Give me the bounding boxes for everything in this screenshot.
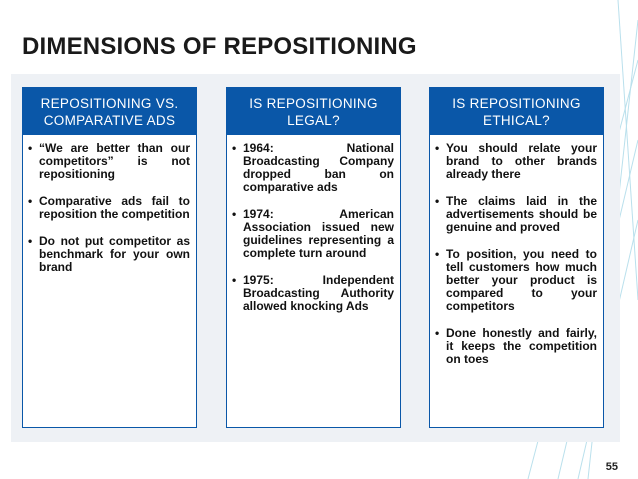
bullet-item: • Done honestly and fairly, it keeps the competition on toes: [434, 327, 597, 366]
column-heading: REPOSITIONING VS. COMPARATIVE ADS: [22, 87, 197, 135]
bullet-item: • Do not put competitor as benchmark for your own brand: [27, 235, 190, 274]
bullet-item: • 1964: National Broadcasting Company dropped ban on comparative ads: [231, 142, 394, 194]
bullet-list: [27, 142, 190, 274]
bullet-item: • “We are better than our competitors” is not repositioning: [27, 142, 190, 181]
bullet-item: • You should relate your brand to other brands already there: [434, 142, 597, 181]
column-legal: [226, 87, 401, 428]
bullet-item: • 1975: Independent Broadcasting Authority allowed knocking Ads: [231, 274, 394, 313]
bullet-list: [231, 142, 394, 313]
page-number: 55: [605, 461, 618, 473]
column-comparative-ads: [22, 87, 197, 428]
column-heading: IS REPOSITIONING ETHICAL?: [429, 87, 604, 135]
column-body: [22, 135, 197, 428]
column-heading: IS REPOSITIONING LEGAL?: [226, 87, 401, 135]
bullet-list: [434, 142, 597, 366]
column-body: [226, 135, 401, 428]
column-body: [429, 135, 604, 428]
bullet-item: • Comparative ads fail to reposition the competition: [27, 195, 190, 221]
bullet-item: • The claims laid in the advertisements should be genuine and proved: [434, 195, 597, 234]
bullet-item: • 1974: American Association issued new guidelines representing a complete turn around: [231, 208, 394, 260]
slide-title: DIMENSIONS OF REPOSITIONING: [22, 33, 417, 60]
column-ethical: [429, 87, 604, 428]
bullet-item: • To position, you need to tell customers how much better your product is compared to your competitors: [434, 248, 597, 313]
